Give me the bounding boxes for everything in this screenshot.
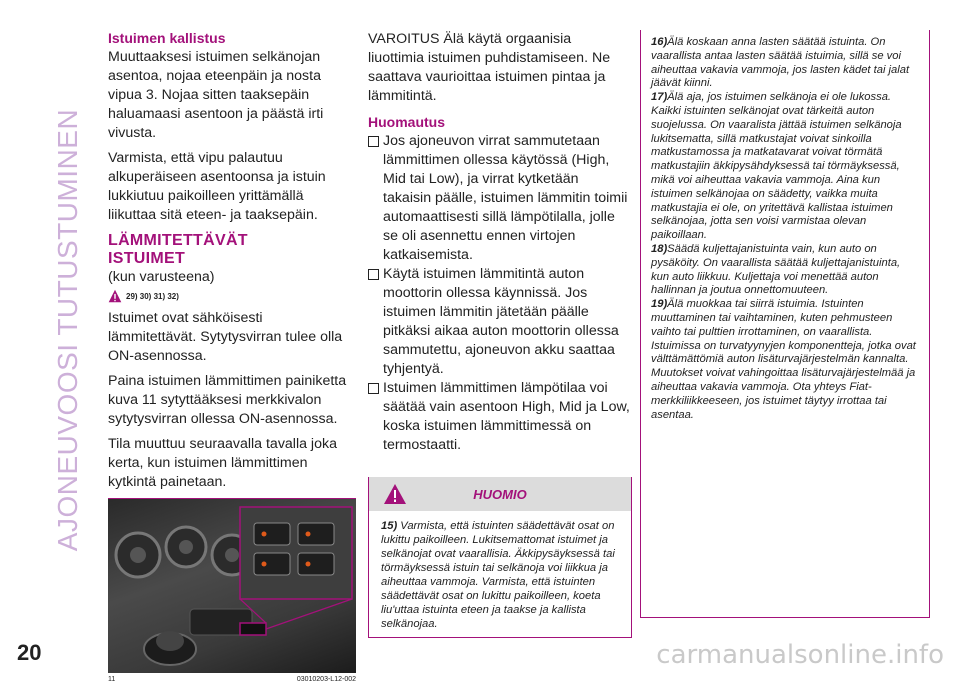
note-item: [368, 132, 630, 265]
dashboard-illustration: [108, 499, 356, 673]
figure-caption: [108, 676, 356, 683]
figure-code: 03010203-L12-002: [296, 676, 356, 683]
side-section-title: AJONEUVOOSI TUTUSTUMINEN: [52, 108, 83, 552]
page-number: 20: [17, 640, 42, 665]
caution-item-number: 19): [651, 298, 668, 311]
caution-item-text: Älä koskaan anna lasten säätää istuinta. On vaarallista antaa lasten säätää istuimia, sillä se voi aiheuttaa vakavia vammoja, jos lasten kädet tai jalat jäävät kiinni.: [651, 36, 910, 90]
caution-title: HUOMIO: [473, 486, 527, 502]
caution-item: [651, 298, 921, 422]
warning-refs: [108, 289, 354, 303]
note-text-2: Käytä istuimen lämmitintä auton moottorin ollessa käynnissä. Jos istuimen lämmitin jätetään päälle pitkäksi aikaa auton moottorin ollessa sammutettu, ajoneuvon akku saattaa tyhjentyä.: [383, 266, 619, 377]
seat-heater-photo: [108, 498, 356, 673]
caution-number: 15): [381, 520, 398, 532]
heated-paragraph-2: Paina istuimen lämmittimen painiketta kuva 11 sytyttääksesi merkkivalon sytytysvirran ollessa ON-asennossa.: [108, 373, 347, 427]
column-left: [108, 30, 354, 683]
caution-header: [369, 477, 631, 511]
caution-item: [651, 36, 921, 91]
note-text-1: Jos ajoneuvon virrat sammutetaan lämmittimen ollessa käytössä (High, Mid tai Low), ja virrat kytketään takaisin päälle, istuimen lämmitin toimii automaattisesti sillä lämpötilalla, jolle se oli asennettu ennen virtojen katkaisemista.: [383, 133, 628, 263]
warning-triangle-icon: [108, 289, 122, 303]
checkbox-bullet-icon: [368, 383, 379, 394]
caution-item-text: Säädä kuljettajanistuinta vain, kun auto on pysäköity. On vaarallista säätää kuljettajanistuinta, kun auto liikkuu. Kuljettaja voi menettää auton hallinnan ja joutua onnettomuuteen.: [651, 242, 901, 297]
figure-number: 11: [108, 676, 116, 683]
warning-triangle-icon: [383, 483, 407, 505]
caution-item-text: Älä aja, jos istuimen selkänoja ei ole lukossa. Kaikki istuinten selkänojat ovat tärkeitä auton suojelussa. On vaaralista jättää istuimen selkänoja lukitsematta, sillä matkustajat voivat sinkoilla matkustamossa ja matkatavarat voivat törmätä matkustajiin äkkipysähdyksessä tai törmäyksessä, mikä voi aiheuttaa vakavia vammoja. Aina kun istuimen selkänojaa on säädetty, vaikka muita matkustajia ei ole, on yritettävä kallistaa istuimen selkänojaa, jotta sen voisi varmistaa olevan paikoillaan.: [651, 91, 902, 242]
checkbox-bullet-icon: [368, 136, 379, 147]
caution-body: [369, 511, 631, 637]
heated-seats-equipment-note: (kun varusteena): [108, 269, 215, 285]
caution-item-number: 16): [651, 36, 668, 48]
column-right: [640, 30, 940, 618]
note-item: [368, 265, 630, 379]
watermark: carmanualsonline.info: [656, 640, 944, 670]
heated-seats-heading-1: LÄMMITETTÄVÄT: [108, 232, 248, 249]
caution-item-number: 18): [651, 242, 668, 255]
tilt-paragraph-2: Varmista, että vipu palautuu alkuperäiseen asentoonsa ja istuin lukkiutuu paikoilleen yrittämällä liikuttaa sitä eteen- ja taaksepäin.: [108, 150, 326, 223]
heated-paragraph-1: Istuimet ovat sähköisesti lämmitettävät. Sytytysvirran tulee olla ON-asennossa.: [108, 310, 343, 364]
note-text-3: Istuimen lämmittimen lämpötilaa voi säätää vain asentoon High, Mid ja Low, koska istuimen lämmittimessä on termostaatti.: [383, 380, 630, 453]
checkbox-bullet-icon: [368, 269, 379, 280]
caution-item: [651, 91, 921, 243]
column-middle: [368, 30, 630, 638]
caution-item-number: 17): [651, 91, 668, 104]
tilt-heading: Istuimen kallistus: [108, 30, 226, 46]
notes-heading: Huomautus: [368, 114, 445, 130]
caution-text: Varmista, että istuinten säädettävät osat on lukittu paikoilleen. Lukitsemattomat istuimet ja selkänojat ovat vaarallisia. Äkkipysäyksessä tai törmäyksessä istuin tai selkänoja voi liikkua ja aiheuttaa vammoja. Varmista, että istuinten säädettävät osat on lukittu paikoilleen, koeta liu'uttaa istuinta eteen ja taakse ja kallista selkänojaa.: [381, 520, 615, 630]
caution-box: [368, 477, 632, 638]
caution-item-text: Älä muokkaa tai siirrä istuimia. Istuinten muuttaminen tai vaihtaminen, kuten pehmusteen vaihto tai pulttien irrottaminen, on vaarallista. Istuimissa on turvatyynyjen komponentteja, jotka ovat välttämättömiä auton lisäturvajärjestelmän kannalta. Muutokset voivat vahingoittaa lisäturvajärjestelmää ja aiheuttaa vakavia vammoja. Ota yhteys Fiat-merkkiliikkeeseen, jos istuimet täytyy irrottaa tai asentaa.: [651, 298, 916, 421]
heated-paragraph-3: Tila muuttuu seuraavalla tavalla joka kerta, kun istuimen lämmittimen kytkintä painetaan.: [108, 436, 337, 490]
note-item: [368, 379, 630, 455]
warning-text: VAROITUS Älä käytä orgaanisia liuottimia istuimen puhdistamiseen. Ne saattava vaurioittaa istuimen pintaa ja lämmitintä.: [368, 31, 611, 104]
caution-continued-box: [640, 30, 930, 618]
heated-seats-heading-2: ISTUIMET: [108, 250, 186, 267]
caution-item: [651, 243, 921, 298]
tilt-paragraph-1: Muuttaaksesi istuimen selkänojan asentoa, nojaa eteenpäin ja nosta vipua 3. Nojaa sitten taaksepäin haluamaasi asentoon ja päästä irti vivusta.: [108, 49, 324, 141]
warning-refs-text: 29) 30) 31) 32): [126, 291, 179, 301]
